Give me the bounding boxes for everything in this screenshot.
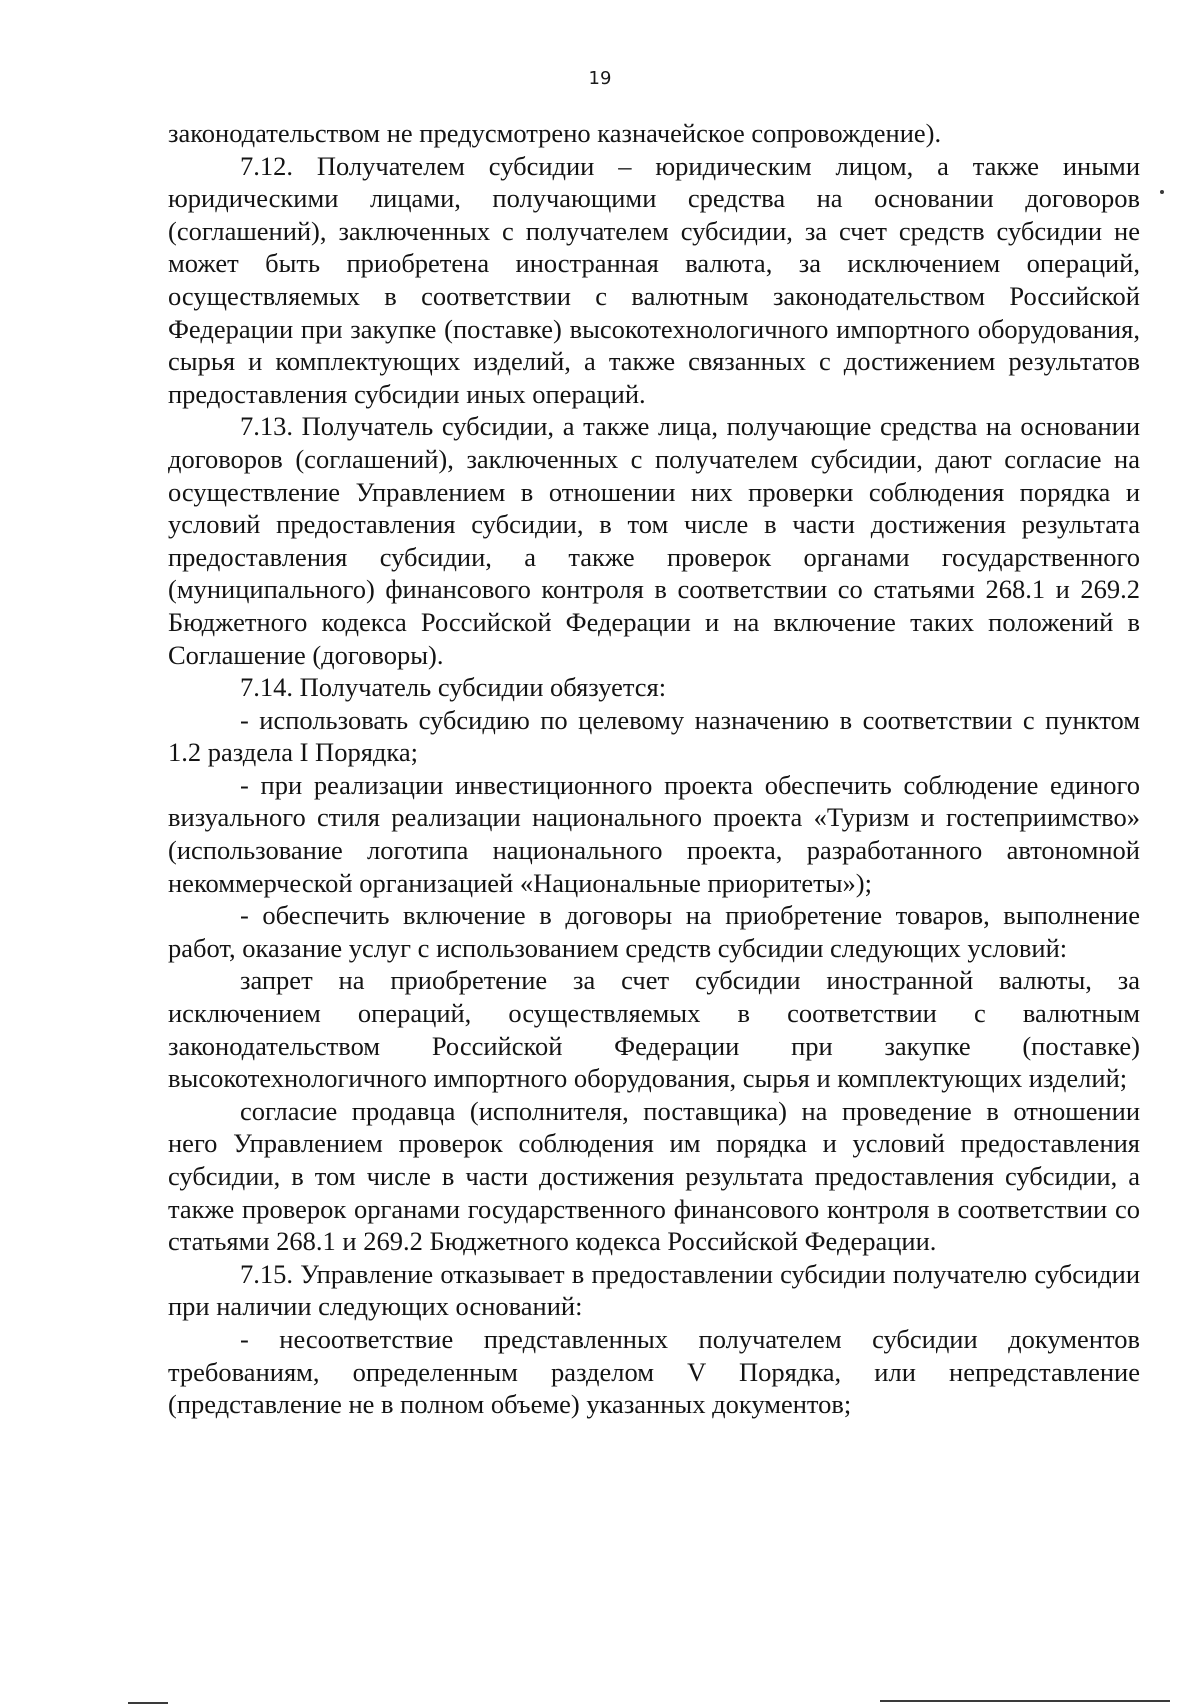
body-text <box>168 117 1140 1421</box>
scan-edge-line-right <box>880 1700 1170 1702</box>
scan-speck <box>1160 190 1164 194</box>
list-item-document-mismatch: - несоответствие представленных получателем субсидии документов требованиям, определенным разделом V Порядка, или непредставление (представление не в полном объеме) указанных документов; <box>168 1323 1140 1420</box>
scan-edge-line-left <box>128 1702 168 1704</box>
page-number: 19 <box>588 68 612 89</box>
list-item-contract-conditions: - обеспечить включение в договоры на приобретение товаров, выполнение работ, оказание услуг с использованием средств субсидии следующих условий: <box>168 900 1140 963</box>
paragraph-7-12: 7.12. Получателем субсидии – юридическим лицом, а также иными юридическими лицами, получающими средства на основании договоров (соглашений), заключенных с получателем субсидии, за счет средств субсидии не может быть приобретена иностранная валюта, за исключением операций, осуществляемых в соответствии с валютным законодательством Российской Федерации при закупке (поставке) высокотехнологичного импортного оборудования, сырья и комплектующих изделий, а также связанных с достижением результатов предоставления субсидии иных операций. <box>168 150 1140 409</box>
condition-seller-consent: согласие продавца (исполнителя, поставщика) на проведение в отношении него Управлением проверок соблюдения им порядка и условий предоставления субсидии, в том числе в части достижения результата предоставления субсидии, а также проверок органами государственного финансового контроля в соответствии со статьями 268.1 и 269.2 Бюджетного кодекса Российской Федерации. <box>168 1095 1140 1257</box>
paragraph-7-14: 7.14. Получатель субсидии обязуется: <box>240 672 667 703</box>
list-item-visual-style: - при реализации инвестиционного проекта обеспечить соблюдение единого визуального стиля реализации национального проекта «Туризм и гостеприимство» (использование логотипа национального проекта, разработанного автономной некоммерческой организацией «Национальные приоритеты»); <box>168 769 1140 898</box>
paragraph-7-15: 7.15. Управление отказывает в предоставлении субсидии получателю субсидии при наличии следующих оснований: <box>168 1258 1140 1322</box>
paragraph-continuation: законодательством не предусмотрено казначейское сопровождение). <box>168 118 942 148</box>
list-item-use-subsidy: - использовать субсидию по целевому назначению в соответствии с пунктом 1.2 раздела I Порядка; <box>168 704 1140 768</box>
condition-currency-ban: запрет на приобретение за счет субсидии иностранной валюты, за исключением операций, осуществляемых в соответствии с валютным законодательством Российской Федерации при закупке (поставке) высокотехнологичного импортного оборудования, сырья и комплектующих изделий; <box>168 965 1140 1094</box>
paragraph-7-13: 7.13. Получатель субсидии, а также лица, получающие средства на основании договоров (соглашений), заключенных с получателем субсидии, дают согласие на осуществление Управлением в отношении них проверки соблюдения порядка и условий предоставления субсидии, в том числе в части достижения результата предоставления субсидии, а также проверок органами государственного (муниципального) финансового контроля в соответствии со статьями 268.1 и 269.2 Бюджетного кодекса Российской Федерации и на включение таких положений в Соглашение (договоры). <box>168 411 1140 670</box>
